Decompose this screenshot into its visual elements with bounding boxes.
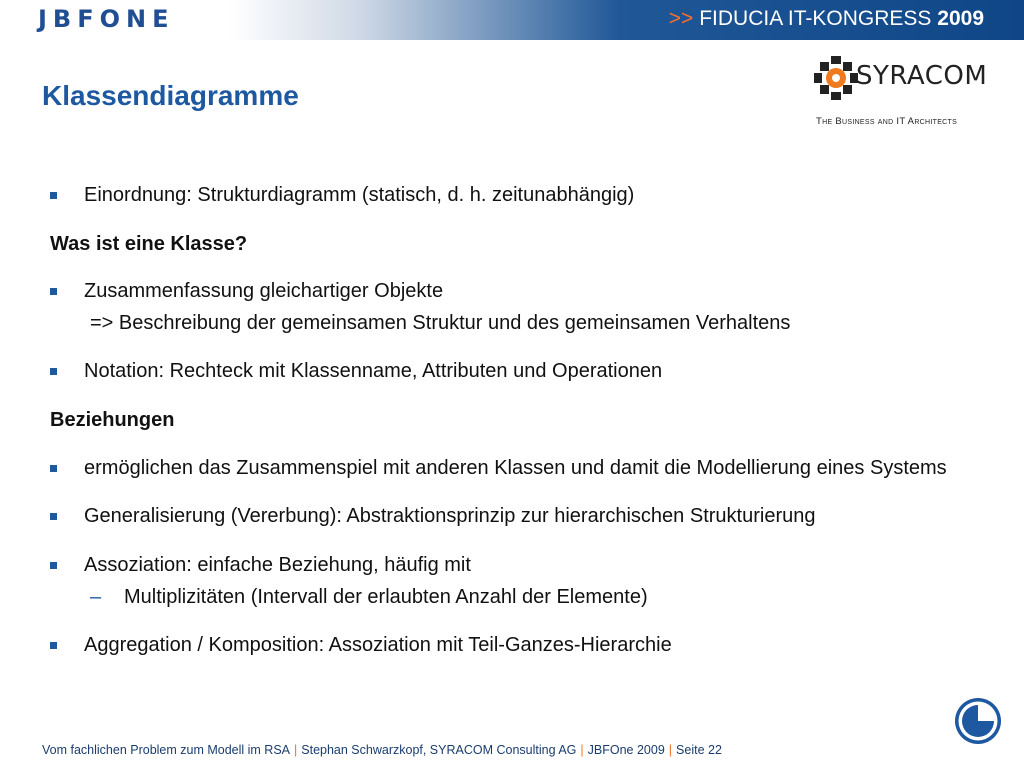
list-item: [50, 182, 1000, 209]
bullet-square-icon: [50, 642, 57, 649]
progress-pie-icon: [954, 697, 1002, 745]
list-item: [50, 503, 1000, 530]
bullet-text: Multiplizitäten (Intervall der erlaubten Anzahl der Elemente): [124, 586, 648, 608]
bullet-text: Generalisierung (Vererbung): Abstraktionsprinzip zur hierarchischen Strukturierung: [84, 505, 816, 527]
bullet-square-icon: [50, 368, 57, 375]
bullet-text: Notation: Rechteck mit Klassenname, Attributen und Operationen: [84, 360, 663, 382]
slide-content: [50, 182, 1000, 659]
bullet-square-icon: [50, 562, 57, 569]
list-item: [50, 552, 1000, 579]
jbfone-logo: [38, 4, 175, 34]
footer-presentation: Vom fachlichen Problem zum Modell im RSA: [42, 743, 291, 757]
syracom-mark-icon: [814, 56, 858, 100]
footer-separator: |: [580, 743, 584, 757]
syracom-tagline: The Business and IT Architects: [816, 116, 958, 127]
conference-name: FIDUCIA IT-KONGRESS: [699, 7, 932, 30]
list-item: [50, 358, 1000, 385]
bullet-text: Einordnung: Strukturdiagramm (statisch, d. h. zeitunabhängig): [84, 184, 635, 206]
list-item: [50, 455, 1000, 482]
bullet-square-icon: [50, 192, 57, 199]
page-title: Klassendiagramme: [42, 80, 299, 111]
syracom-name: SYRACOM: [856, 61, 988, 91]
conference-prefix: >>: [668, 7, 694, 30]
bullet-square-icon: [50, 465, 57, 472]
conference-year: 2009: [937, 7, 984, 30]
bullet-text: Aggregation / Komposition: Assoziation mit Teil-Ganzes-Hierarchie: [84, 634, 672, 656]
jbfone-logo-text: JBFONE: [38, 5, 175, 33]
bullet-square-icon: [50, 513, 57, 520]
bullet-text: Zusammenfassung gleichartiger Objekte: [84, 280, 444, 302]
syracom-logo: [814, 56, 988, 132]
footer-separator: |: [294, 743, 298, 757]
dash-bullet: –: [90, 586, 102, 608]
bullet-square-icon: [50, 288, 57, 295]
conference-title: [669, 7, 984, 31]
list-item: [50, 278, 1000, 305]
footer-presenter: Stephan Schwarzkopf, SYRACOM Consulting AG: [301, 743, 577, 757]
bullet-text: ermöglichen das Zusammenspiel mit anderen Klassen und damit die Modellierung eines Systems: [84, 457, 947, 479]
section-heading: Beziehungen: [50, 409, 175, 431]
section-heading: Was ist eine Klasse?: [50, 233, 248, 255]
sub-text: => Beschreibung der gemeinsamen Struktur und des gemeinsamen Verhaltens: [90, 312, 791, 334]
footer-page: Seite 22: [676, 743, 722, 757]
list-item: [50, 632, 1000, 659]
sub-list-item: [50, 584, 1000, 611]
footer: [42, 743, 722, 757]
bullet-text: Assoziation: einfache Beziehung, häufig mit: [84, 554, 471, 576]
footer-event: JBFOne 2009: [587, 743, 665, 757]
footer-separator: |: [668, 743, 673, 757]
